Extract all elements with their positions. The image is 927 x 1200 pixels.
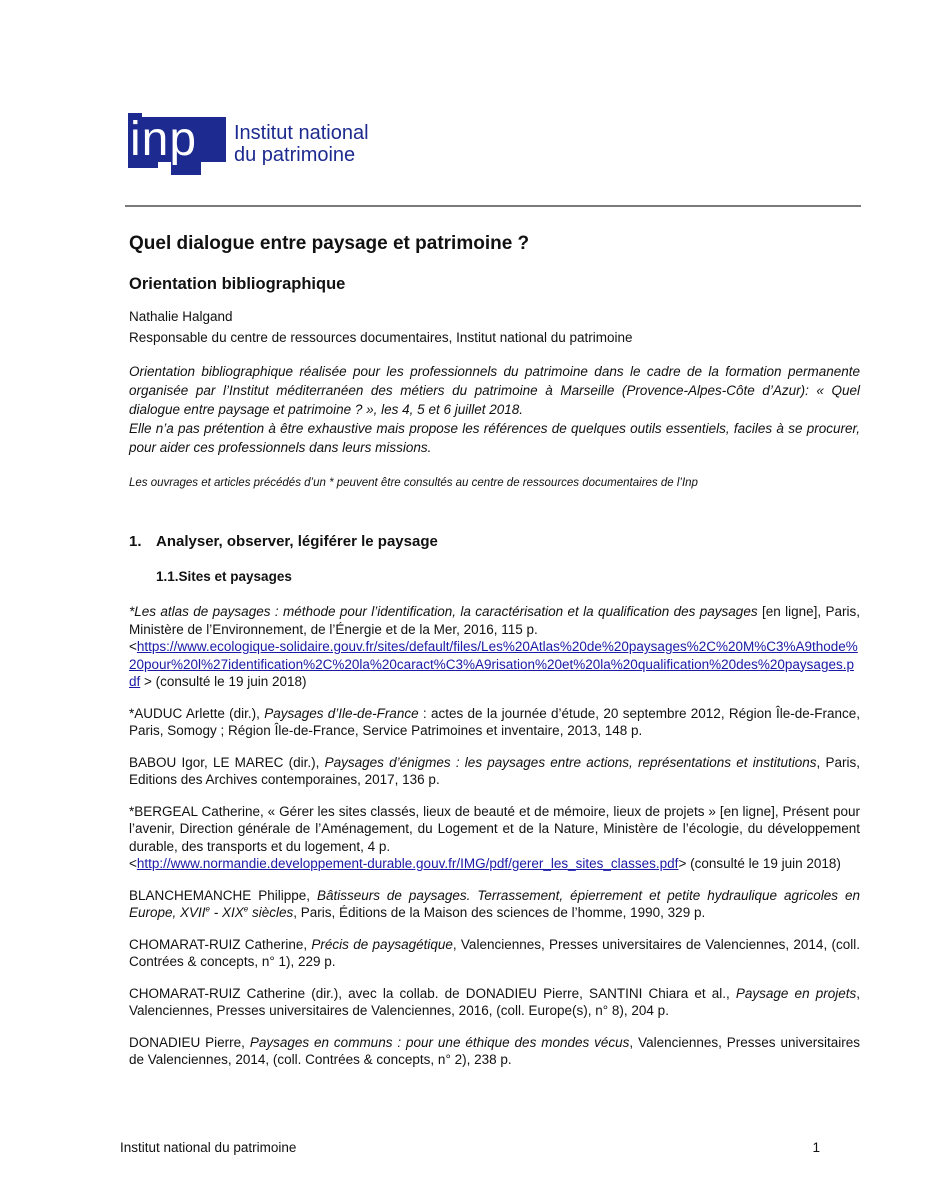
intro-text: [129, 362, 860, 457]
author-block: [129, 306, 860, 348]
reference-details: , Paris, Editions des Archives contemporaines, 2017, 136 p.: [129, 754, 860, 787]
section-title: Analyser, observer, légiférer le paysage: [156, 533, 438, 550]
header-divider: [125, 205, 861, 207]
logo-line-2: du patrimoine: [234, 144, 356, 166]
logo-line-1: Institut national: [234, 122, 369, 144]
consulted-date: > (consulté le 19 juin 2018): [678, 856, 841, 871]
reference-author: DONADIEU Pierre,: [129, 1034, 250, 1050]
document-subtitle: Orientation bibliographique: [129, 275, 346, 293]
reference-title: Paysages d’énigmes : les paysages entre actions, représentations et institutions: [324, 754, 817, 770]
reference-details: *BERGEAL Catherine, « Gérer les sites classés, lieux de beauté et de mémoire, lieux de projets » [en ligne], Présent pour l’avenir, Direction générale de l’Aménagement, du Logement et de la Nature, Ministère de l’écologie, du développement durable, des transports et du logement, 4 p.: [129, 803, 860, 854]
logo-mark-text: inp: [130, 113, 198, 166]
section-number: 1.: [129, 533, 142, 550]
footer-institution: Institut national du patrimoine: [120, 1140, 297, 1155]
logo-wordmark: [234, 122, 369, 166]
subsection-heading: 1.1.Sites et paysages: [156, 569, 292, 584]
document-body: [129, 230, 860, 1069]
reference-item: [129, 887, 860, 922]
reference-link[interactable]: https://www.ecologique-solidaire.gouv.fr/sites/default/files/Les%20Atlas%20de%20paysages%2C%20M%C3%A9thode%20pour%20l%27identification%2C%20la%20caract%C3%A9risation%20et%20la%20qualification%20des%20paysages.pdf: [129, 639, 858, 689]
reference-item: [129, 1034, 860, 1069]
reference-author: CHOMARAT-RUIZ Catherine,: [129, 936, 312, 952]
reference-author: *AUDUC Arlette (dir.),: [129, 705, 265, 721]
reference-item: *BERGEAL Catherine, « Gérer les sites classés, lieux de beauté et de mémoire, lieux de projets » [en ligne], Présent pour l’avenir, Direction générale de l’Aménagement, du Logement et de la Nature, Ministère de l’écologie, du développement durable, des transports et du logement, 4 p. <http://www.normandie.developpement-durable.gouv.fr/IMG/pdf/gerer_les_sites_classes.pdf> (consulté le 19 juin 2018): [129, 803, 860, 871]
reference-item: *Les atlas de paysages : méthode pour l’identification, la caractérisation et la qualification des paysages [en ligne], Paris, Ministère de l’Environnement, de l’Énergie et de la Mer, 2016, 115 p. <https://www.ecologique-solidaire.gouv.fr/sites/default/files/Les%20Atlas%20de%20paysages%2C%20M%C3%A9thode%20pour%20l%27identification%2C%20la%20caract%C3%A9risation%20et%20la%20qualification%20des%20paysages.pdf > (consulté le 19 juin 2018): [129, 604, 860, 689]
author-role: Responsable du centre de ressources documentaires, Institut national du patrimoine: [129, 330, 633, 345]
page-footer: [120, 1140, 820, 1155]
reference-details: [en ligne], Paris, Ministère de l’Environnement, de l’Énergie et de la Mer, 2016, 115 p.: [129, 604, 860, 637]
reference-item: [129, 936, 860, 971]
author-name: Nathalie Halgand: [129, 309, 233, 324]
reference-link[interactable]: http://www.normandie.developpement-durable.gouv.fr/IMG/pdf/gerer_les_sites_classes.pdf: [136, 856, 679, 871]
reference-author: CHOMARAT-RUIZ Catherine (dir.), avec la collab. de DONADIEU Pierre, SANTINI Chiara et al.,: [129, 985, 736, 1001]
page-number: 1: [812, 1140, 820, 1155]
intro-paragraph-2: Elle n’a pas prétention à être exhaustive mais propose les références de quelques outils essentiels, faciles à se procurer, pour aider ces professionnels dans leurs missions.: [129, 421, 860, 455]
reference-title: Bâtisseurs de paysages. Terrassement, épierrement et petite hydraulique agricoles en Europe, XVIIe - XIXe siècles: [129, 887, 860, 920]
reference-author: BABOU Igor, LE MAREC (dir.),: [129, 754, 325, 770]
reference-title: Précis de paysagétique: [311, 936, 453, 952]
reference-title: Paysages en communs : pour une éthique des mondes vécus: [249, 1034, 630, 1050]
consulted-date: > (consulté le 19 juin 2018): [140, 674, 307, 689]
document-title: Quel dialogue entre paysage et patrimoine ?: [129, 233, 530, 254]
reference-details: , Valenciennes, Presses universitaires de Valenciennes, 2014, (coll. Contrées & concepts, n° 1), 229 p.: [129, 936, 861, 969]
reference-title: *Les atlas de paysages : méthode pour l’identification, la caractérisation et la qualification des paysages: [129, 604, 758, 619]
intro-paragraph-1: Orientation bibliographique réalisée pour les professionnels du patrimoine dans le cadre de la formation permanente organisée par l’Institut méditerranéen des métiers du patrimoine à Marseille (Provence-Alpes-Côte d’Azur): « Quel dialogue entre paysage et patrimoine ? », les 4, 5 et 6 juillet 2018.: [129, 364, 860, 417]
inp-logo: [128, 113, 369, 175]
inp-logo-mark: [128, 113, 226, 175]
reference-details: , Paris, Éditions de la Maison des sciences de l’homme, 1990, 329 p.: [293, 905, 706, 920]
reference-author: BLANCHEMANCHE Philippe,: [129, 887, 317, 903]
reference-item: [129, 705, 860, 740]
availability-note: Les ouvrages et articles précédés d’un * peuvent être consultés au centre de ressources documentaires de l’Inp: [129, 477, 698, 489]
reference-item: [129, 754, 860, 789]
reference-item: [129, 985, 860, 1020]
reference-details: , Valenciennes, Presses universitaires de Valenciennes, 2014, (coll. Contrées & concepts, n° 2), 238 p.: [129, 1034, 860, 1067]
reference-title: Paysage en projets: [735, 985, 857, 1001]
reference-details: , Valenciennes, Presses universitaires de Valenciennes, 2016, (coll. Europe(s), n° 8), 204 p.: [129, 985, 860, 1018]
section-heading: [129, 531, 860, 553]
reference-details: : actes de la journée d’étude, 20 septembre 2012, Région Île-de-France, Paris, Somogy ; Région Île-de-France, Service Patrimoines et inventaire, 2013, 148 p.: [129, 705, 860, 738]
reference-title: Paysages d’Ile-de-France: [264, 705, 419, 721]
